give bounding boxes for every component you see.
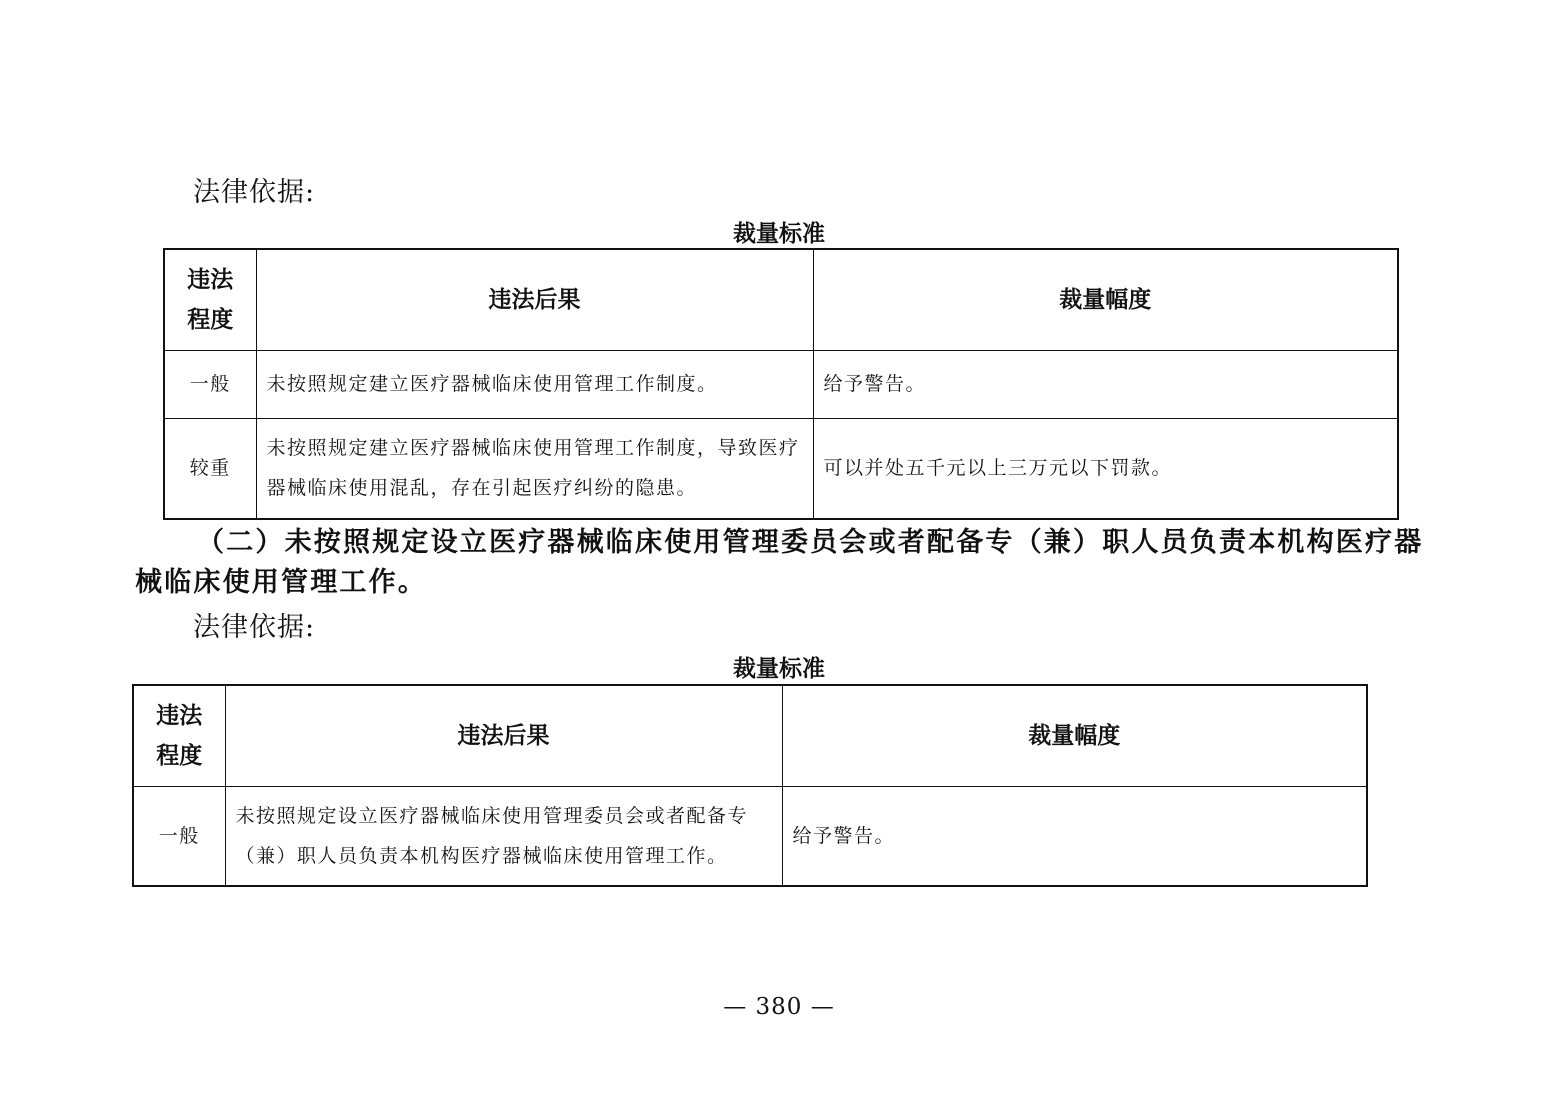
consequence-cell: 未按照规定建立医疗器械临床使用管理工作制度，导致医疗器械临床使用混乱，存在引起医疗纠纷的隐患。: [256, 418, 813, 519]
table-title: 裁量标准: [733, 221, 825, 247]
table-header-row: [133, 685, 1367, 786]
header-level: 违法程度: [133, 685, 225, 786]
standards-table-2: [132, 684, 1368, 887]
header-level: 违法程度: [164, 249, 256, 350]
header-range: 裁量幅度: [813, 249, 1398, 350]
range-cell: 给予警告。: [813, 350, 1398, 418]
header-range: 裁量幅度: [782, 685, 1367, 786]
consequence-cell: 未按照规定设立医疗器械临床使用管理委员会或者配备专（兼）职人员负责本机构医疗器械临床使用管理工作。: [225, 786, 782, 886]
table-row: [164, 418, 1398, 519]
level-cell: 较重: [164, 418, 256, 519]
header-consequence: 违法后果: [256, 249, 813, 350]
legal-basis-label: 法律依据:: [193, 177, 316, 208]
legal-basis-label: 法律依据:: [193, 612, 316, 643]
table-header-row: [164, 249, 1398, 350]
header-consequence: 违法后果: [225, 685, 782, 786]
section-heading: （二）未按照规定设立医疗器械临床使用管理委员会或者配备专（兼）职人员负责本机构医疗器械临床使用管理工作。: [135, 527, 1424, 598]
range-cell: 给予警告。: [782, 786, 1367, 886]
consequence-cell: 未按照规定建立医疗器械临床使用管理工作制度。: [256, 350, 813, 418]
range-cell: 可以并处五千元以上三万元以下罚款。: [813, 418, 1398, 519]
level-cell: 一般: [133, 786, 225, 886]
table-row: [133, 786, 1367, 886]
page-number: — 380 —: [723, 994, 835, 1020]
standards-table-1: [163, 248, 1399, 520]
table-row: [164, 350, 1398, 418]
table-title: 裁量标准: [733, 656, 825, 682]
level-cell: 一般: [164, 350, 256, 418]
